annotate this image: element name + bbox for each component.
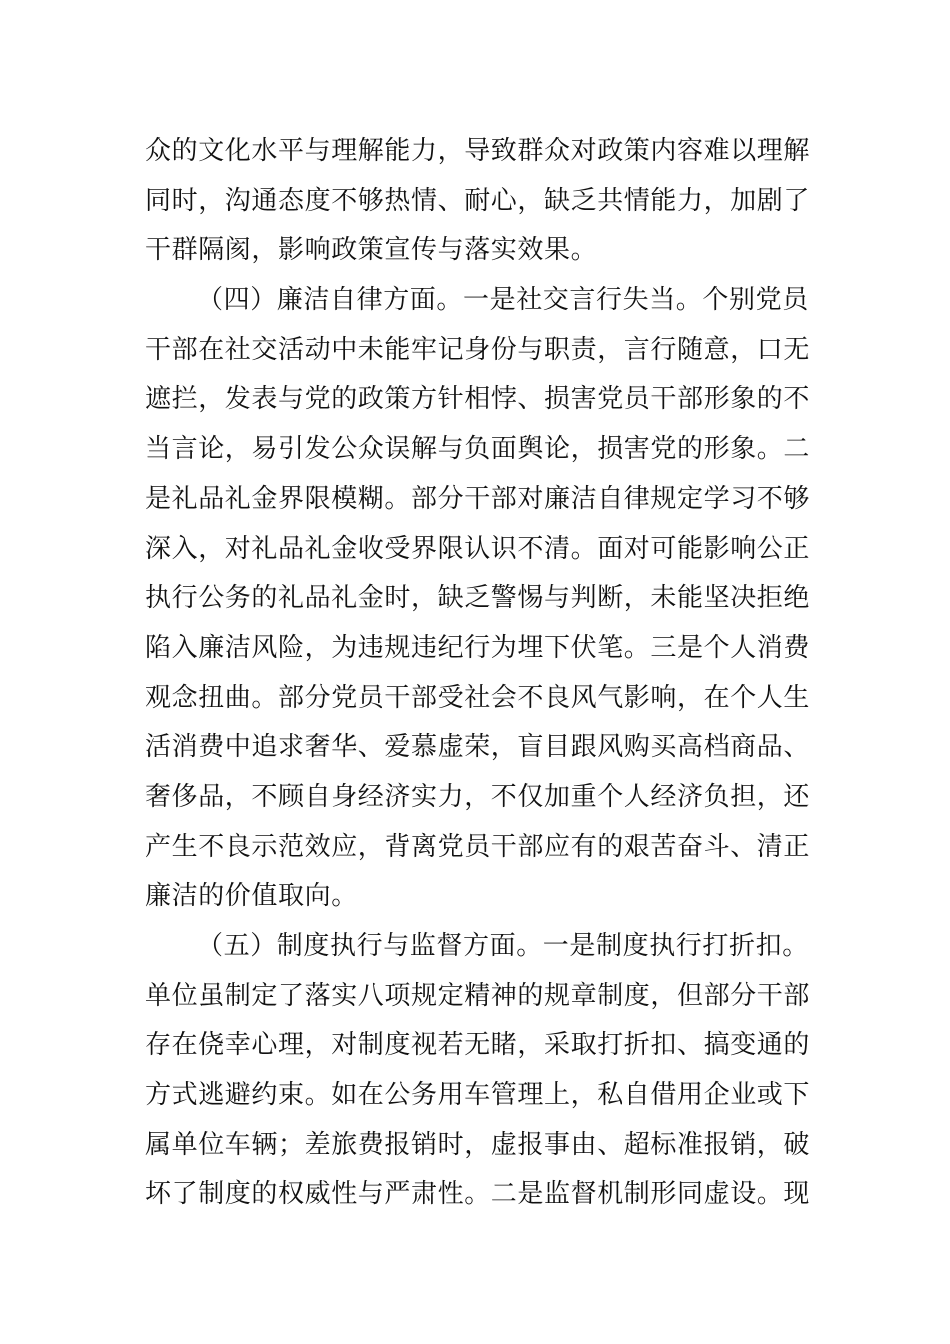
text-line: 同时，沟通态度不够热情、耐心，缺乏共情能力，加剧了 xyxy=(145,185,811,216)
text-line: 深入，对礼品礼金收受界限认识不清。面对可能影响公正 xyxy=(145,533,811,564)
text-line: 活消费中追求奢华、爱慕虚荣，盲目跟风购买高档商品、 xyxy=(145,732,811,763)
text-line: 产生不良示范效应，背离党员干部应有的艰苦奋斗、清正 xyxy=(145,831,811,862)
text-line: 单位虽制定了落实八项规定精神的规章制度，但部分干部 xyxy=(145,980,811,1011)
text-line: 奢侈品，不顾自身经济实力，不仅加重个人经济负担，还 xyxy=(145,781,811,812)
text-line: 存在侥幸心理，对制度视若无睹，采取打折扣、搞变通的 xyxy=(145,1030,811,1061)
text-line: 干群隔阂，影响政策宣传与落实效果。 xyxy=(145,235,598,266)
text-line: 众的文化水平与理解能力，导致群众对政策内容难以理解 xyxy=(145,136,811,166)
text-line: 方式逃避约束。如在公务用车管理上，私自借用企业或下 xyxy=(145,1080,811,1111)
text-line: 当言论，易引发公众误解与负面舆论，损害党的形象。二 xyxy=(145,434,811,465)
text-line: 坏了制度的权威性与严肃性。二是监督机制形同虚设。现 xyxy=(145,1179,811,1210)
text-line: 是礼品礼金界限模糊。部分干部对廉洁自律规定学习不够 xyxy=(145,483,811,514)
text-line: 执行公务的礼品礼金时，缺乏警惕与判断，未能坚决拒绝 xyxy=(145,583,811,614)
text-line: 干部在社交活动中未能牢记身份与职责，言行随意，口无 xyxy=(145,334,811,365)
body-text xyxy=(145,127,810,1220)
text-line: 观念扭曲。部分党员干部受社会不良风气影响，在个人生 xyxy=(145,682,811,713)
text-line: 廉洁的价值取向。 xyxy=(145,881,358,912)
text-line: 属单位车辆；差旅费报销时，虚报事由、超标准报销，破 xyxy=(145,1129,811,1160)
section-four-heading-line: （四）廉洁自律方面。一是社交言行失当。个别党员 xyxy=(197,285,809,316)
section-five-heading-line: （五）制度执行与监督方面。一是制度执行打折扣。 xyxy=(197,931,809,961)
text-line: 陷入廉洁风险，为违规违纪行为埋下伏笔。三是个人消费 xyxy=(145,632,811,663)
text-line: 遮拦，发表与党的政策方针相悖、损害党员干部形象的不 xyxy=(145,384,811,415)
